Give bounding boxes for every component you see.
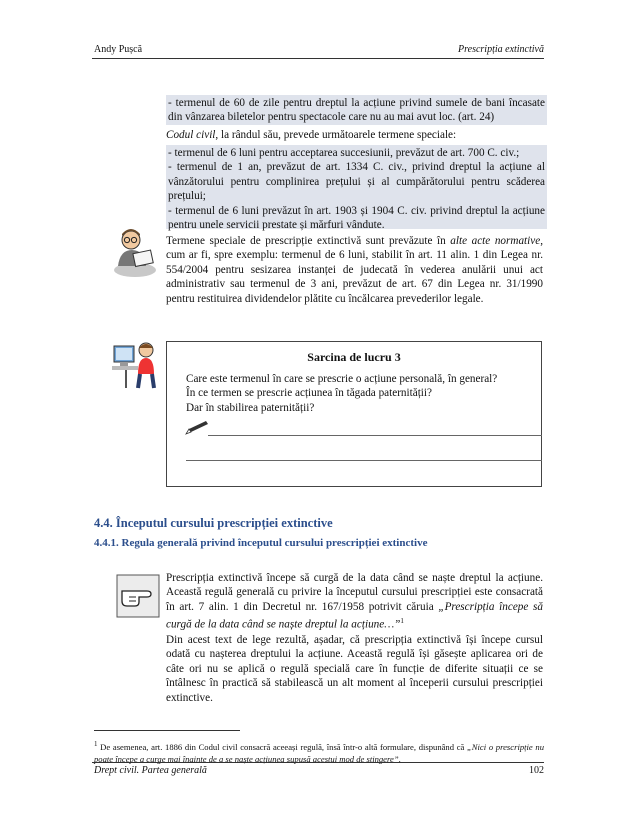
term-list-block-1 (166, 95, 547, 125)
pointing-hand-icon (116, 574, 160, 618)
term-item: - termenul de 1 an, prevăzut de art. 1334 C. civ., privind dreptul la acțiune al vânzătorului pentru complinirea prețului și al cumpărătorului pentru scăderea prețului; (168, 161, 545, 203)
term-item: - termenul de 6 luni prevăzut în art. 1903 și 1904 C. civ. privind dreptul la acțiune pentru unele servicii prestate și mărfuri vândute. (168, 204, 545, 232)
footnote-text: De asemenea, art. 1886 din Codul civil consacră aceeași regulă, însă într-o altă formulare, dispunând că (97, 741, 468, 752)
civil-code-lead (166, 128, 543, 142)
footnote (94, 738, 544, 765)
special-terms-italic: alte acte normative (450, 235, 541, 247)
task-question: Dar în stabilirea paternității? (186, 401, 315, 414)
decree-quote: „Prescripția începe să curgă de la data când se naște dreptul la acțiune…” (166, 600, 543, 631)
general-rule-text: Prescripția extinctivă începe să curgă de la data când se naște dreptul la acțiune. Această regulă generală cu privire la începutul cursului prescripției este consacrată în art. 7 alin. 1 din Decretul nr. 167/1958 potrivit căruia (166, 572, 543, 613)
task-question: În ce termen se prescrie acțiunea în tăgada paternității? (186, 387, 432, 400)
reading-man-icon (112, 226, 158, 278)
special-terms-text-2: , cum ar fi, spre exemplu: termenul de 6 luni, stabilit în art. 11 alin. 1 din Legea nr. 554/2004 pentru sesizarea instanței de judecată în vederea anulării unui act administrativ sau termenul de 3 ani, prevăzut de art. 67 din Legea nr. 31/1990 pentru restituirea dividendelor plătite cu încălcarea prevederilor legale. (166, 235, 543, 305)
task-question: Care este termenul în care se prescrie o acțiune personală, în general? (186, 373, 498, 385)
term-60-days: - termenul de 60 de zile pentru dreptul la acțiune privind sumele de bani încasate din vânzarea biletelor pentru spectacole care nu au mai avut loc. (art. 24) (168, 97, 545, 124)
footnote-quote: „Nici o prescripție nu poate începe a curge mai înainte de a se naște acțiunea supusă acestui mod de stingere” (94, 741, 544, 764)
footnote-ref[interactable]: 1 (400, 617, 404, 626)
civil-code-italic: Codul civil (166, 129, 216, 141)
answer-line[interactable] (186, 460, 542, 461)
subsection-heading: 4.4.1. Regula generală privind începutul cursului prescripției extinctive (94, 537, 428, 549)
header-rule (92, 58, 544, 59)
header-author: Andy Pușcă (94, 44, 143, 55)
page-number: 102 (529, 765, 544, 776)
term-list-block-2 (166, 145, 547, 232)
task-questions (186, 372, 497, 415)
general-rule-paragraph (166, 571, 543, 632)
pen-icon (184, 420, 210, 436)
section-heading: 4.4. Începutul cursului prescripției extinctive (94, 516, 333, 530)
term-item: - termenul de 6 luni pentru acceptarea succesiunii, prevăzut de art. 700 C. civ.; (168, 147, 520, 159)
footer-title: Drept civil. Partea generală (94, 765, 207, 776)
special-terms-paragraph (166, 234, 543, 306)
footer-rule (92, 762, 544, 763)
computer-user-icon (112, 340, 162, 392)
special-terms-text-1: Termene speciale de prescripție extinctivă sunt prevăzute în (166, 235, 451, 247)
task-title: Sarcina de lucru 3 (307, 350, 401, 364)
civil-code-rest: , la rândul său, prevede următoarele termene speciale: (215, 129, 457, 141)
footnote-end: . (398, 753, 401, 764)
footnote-number: 1 (94, 740, 98, 748)
answer-line[interactable] (208, 435, 542, 436)
rule-explanation-paragraph: Din acest text de lege rezultă, așadar, că prescripția extinctivă își începe cursul odată cu nașterea dreptului la acțiune. Această regulă își găsește aplicarea ori de câte ori nu se aplică o regulă specială care în funcție de diferite situații ce se întâlnesc în practică să stabilească un alt moment al începerii cursului prescripției extinctive. (166, 634, 543, 704)
footnote-rule (94, 730, 240, 731)
header-chapter: Prescripția extinctivă (458, 44, 544, 55)
